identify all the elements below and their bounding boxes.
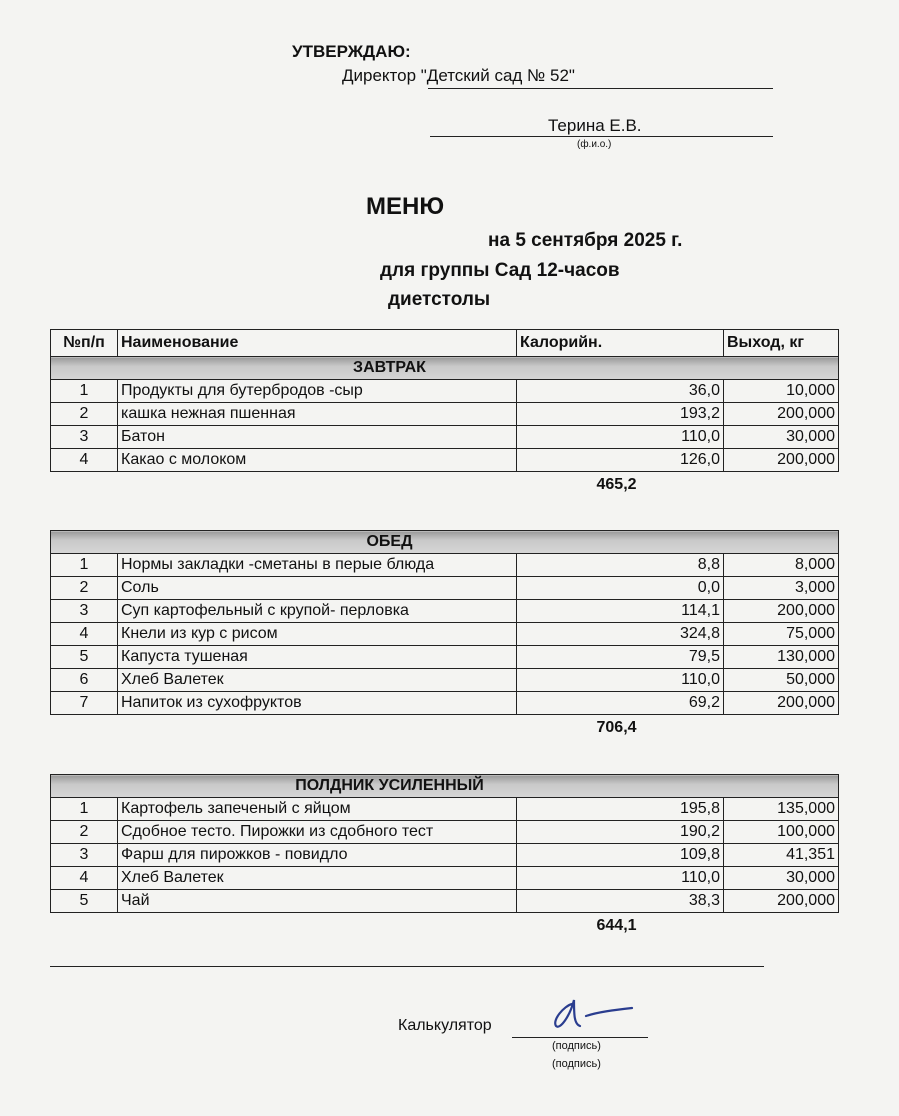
table-row	[51, 600, 839, 623]
director-name: Терина Е.В.	[548, 116, 642, 135]
calculator-label: Калькулятор	[398, 1017, 492, 1034]
table-header-row	[51, 330, 839, 357]
row-num: 2	[51, 403, 118, 426]
row-calories: 324,8	[517, 623, 724, 646]
row-name: Хлеб Валетек	[118, 669, 517, 692]
total-lunch: 706,4	[596, 719, 637, 736]
table-row	[51, 821, 839, 844]
row-num: 1	[51, 380, 118, 403]
row-name: Суп картофельный с крупой- перловка	[118, 600, 517, 623]
row-calories: 114,1	[517, 600, 724, 623]
row-calories: 0,0	[517, 577, 724, 600]
table-row	[51, 692, 839, 715]
approval-heading: УТВЕРЖДАЮ:	[292, 42, 411, 61]
row-name: Сдобное тесто. Пирожки из сдобного тест	[118, 821, 517, 844]
header-calories: Калорийн.	[517, 330, 724, 357]
section-row-snack	[51, 775, 839, 798]
row-calories: 193,2	[517, 403, 724, 426]
row-calories: 110,0	[517, 669, 724, 692]
fio-note: (ф.и.о.)	[577, 139, 612, 150]
table-row	[51, 646, 839, 669]
row-name: Картофель запеченый с яйцом	[118, 798, 517, 821]
table-row	[51, 669, 839, 692]
row-num: 2	[51, 821, 118, 844]
table-row	[51, 623, 839, 646]
row-num: 5	[51, 890, 118, 913]
row-name: кашка нежная пшенная	[118, 403, 517, 426]
table-row	[51, 867, 839, 890]
row-name: Соль	[118, 577, 517, 600]
section-label-breakfast: ЗАВТРАК	[353, 359, 426, 376]
table-row	[51, 890, 839, 913]
table-row	[51, 380, 839, 403]
row-name: Капуста тушеная	[118, 646, 517, 669]
row-calories: 79,5	[517, 646, 724, 669]
row-calories: 110,0	[517, 426, 724, 449]
header-output: Выход, кг	[724, 330, 839, 357]
row-output: 200,000	[724, 600, 839, 623]
header-name: Наименование	[118, 330, 517, 357]
section-row-breakfast	[51, 357, 839, 380]
row-name: Хлеб Валетек	[118, 867, 517, 890]
row-name: Батон	[118, 426, 517, 449]
row-calories: 69,2	[517, 692, 724, 715]
lunch-table	[50, 530, 839, 741]
table-row	[51, 426, 839, 449]
row-name: Продукты для бутербродов -сыр	[118, 380, 517, 403]
menu-group: для группы Сад 12-часов	[380, 260, 620, 281]
row-output: 200,000	[724, 449, 839, 472]
row-output: 8,000	[724, 554, 839, 577]
row-output: 135,000	[724, 798, 839, 821]
row-output: 200,000	[724, 890, 839, 913]
row-calories: 190,2	[517, 821, 724, 844]
row-output: 200,000	[724, 403, 839, 426]
signature-note-1: (подпись)	[552, 1040, 601, 1052]
row-num: 3	[51, 600, 118, 623]
row-calories: 109,8	[517, 844, 724, 867]
breakfast-table	[50, 329, 839, 498]
row-calories: 36,0	[517, 380, 724, 403]
signature-underline	[512, 1037, 648, 1038]
row-name: Напиток из сухофруктов	[118, 692, 517, 715]
row-calories: 8,8	[517, 554, 724, 577]
row-output: 3,000	[724, 577, 839, 600]
section-label-snack: ПОЛДНИК УСИЛЕННЫЙ	[295, 777, 484, 794]
signature-note-2: (подпись)	[552, 1058, 601, 1070]
row-output: 75,000	[724, 623, 839, 646]
row-num: 6	[51, 669, 118, 692]
menu-title: МЕНЮ	[366, 193, 445, 220]
section-row-lunch	[51, 531, 839, 554]
snack-table	[50, 774, 839, 939]
total-row-breakfast	[51, 472, 839, 499]
menu-date: на 5 сентября 2025 г.	[488, 230, 683, 251]
director-underline	[428, 88, 773, 89]
total-snack: 644,1	[596, 917, 637, 934]
row-calories: 38,3	[517, 890, 724, 913]
total-row-lunch	[51, 715, 839, 742]
row-name: Какао с молоком	[118, 449, 517, 472]
row-calories: 126,0	[517, 449, 724, 472]
row-num: 3	[51, 844, 118, 867]
row-num: 4	[51, 449, 118, 472]
table-row	[51, 577, 839, 600]
row-output: 130,000	[724, 646, 839, 669]
table-row	[51, 844, 839, 867]
name-underline	[430, 136, 773, 137]
row-output: 30,000	[724, 426, 839, 449]
bottom-divider	[50, 966, 764, 967]
table-row	[51, 798, 839, 821]
row-calories: 195,8	[517, 798, 724, 821]
table-row	[51, 403, 839, 426]
row-name: Кнели из кур с рисом	[118, 623, 517, 646]
row-name: Чай	[118, 890, 517, 913]
row-num: 4	[51, 623, 118, 646]
row-num: 4	[51, 867, 118, 890]
table-row	[51, 554, 839, 577]
row-output: 10,000	[724, 380, 839, 403]
row-num: 2	[51, 577, 118, 600]
row-output: 41,351	[724, 844, 839, 867]
row-num: 3	[51, 426, 118, 449]
signature-mark	[540, 986, 640, 1036]
row-num: 1	[51, 798, 118, 821]
table-row	[51, 449, 839, 472]
menu-diet: диетстолы	[388, 289, 491, 310]
director-line-text: Директор "Детский сад № 52"	[342, 66, 575, 85]
row-output: 30,000	[724, 867, 839, 890]
row-num: 5	[51, 646, 118, 669]
row-name: Фарш для пирожков - повидло	[118, 844, 517, 867]
row-num: 7	[51, 692, 118, 715]
row-calories: 110,0	[517, 867, 724, 890]
header-num: №п/п	[51, 330, 118, 357]
row-name: Нормы закладки -сметаны в перые блюда	[118, 554, 517, 577]
section-label-lunch: ОБЕД	[366, 533, 413, 550]
row-output: 100,000	[724, 821, 839, 844]
row-output: 50,000	[724, 669, 839, 692]
row-num: 1	[51, 554, 118, 577]
row-output: 200,000	[724, 692, 839, 715]
total-row-snack	[51, 913, 839, 940]
total-breakfast: 465,2	[596, 476, 637, 493]
